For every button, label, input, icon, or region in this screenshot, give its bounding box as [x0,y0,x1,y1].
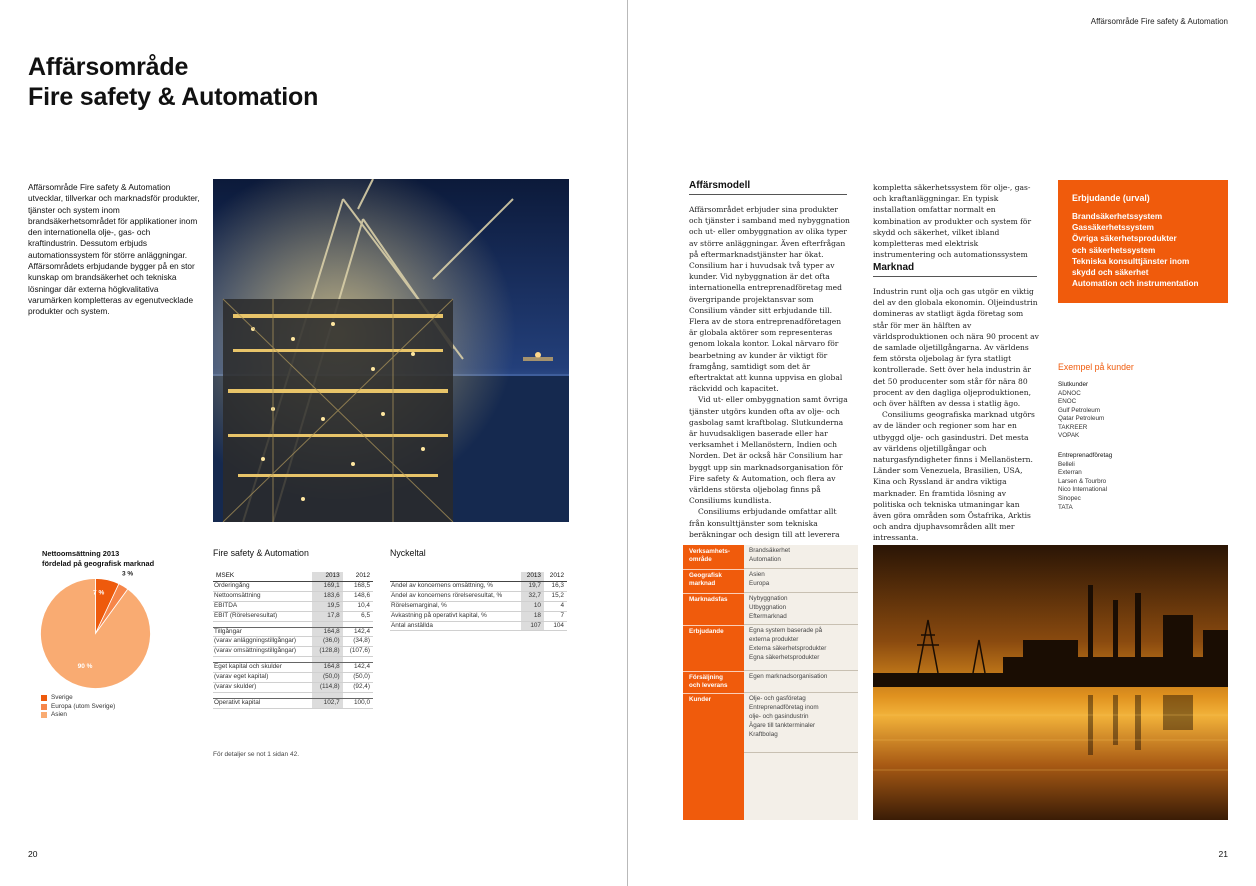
overview-table [683,545,858,820]
pie-title-line-1: Nettoomsättning 2013 [42,549,120,558]
pie-value-label: 90 % [77,662,93,670]
overview-label-line: Marknadsfas [689,596,728,603]
overview-label [683,593,744,625]
row-label: (varav anläggningstillgångar) [213,637,312,647]
table-row [390,601,567,611]
affarsmodell-paragraph: Vid ut- eller ombyggnation samt övriga tjänster utgörs kunden ofta av olje- och gasbolag samt kraftbolag. Slutkunderna är huvudsakligen baserade eller har verksamhet i Mellanöstern, Indien och Norden. Det är också här Consilium har byggt upp sin marknadsorganisation för Fire safety & Automation, och flera av världens största oljebolag finns på Consiliums kundlista. [689,395,848,506]
value-2013: 18 [521,611,544,621]
overview-row [683,569,858,593]
value-2013: (114,8) [312,683,342,693]
row-label: Orderingång [213,581,312,591]
slutkund-item: Qatar Petroleum [1058,415,1105,423]
overview-label-line: område [689,556,712,564]
value-2012: 7 [544,611,567,621]
overview-label [683,625,744,671]
legend-item [41,694,115,703]
value-2012: 6,5 [343,611,373,621]
row-label: Antal anställda [390,621,521,631]
overview-value: Nybyggnation [749,595,788,602]
intro-text: Affärsområde Fire safety & Automation utvecklar, tillverkar och marknadsför produkter, tjänster och system inom brandsäkerhetsområdet för applikationer inom den internationella olje-, gas- och kraftindustrin. Dessutom erbjuds automationssystem för större anläggningar. Affärsområdets erbjudande bygger på en stor kunskap om brandsäkerhet och tekniska lösningar där externa högkvalitativa varumärken kompletteras av egenutvecklade produkter och system. [28,182,200,317]
overview-label [683,693,744,753]
slutkund-item: Gulf Petroleum [1058,406,1100,414]
overview-value: Eftermarknad [749,612,787,620]
value-2013: 10 [521,601,544,611]
erbjudande-box [1058,180,1228,303]
kunder-block [1058,362,1228,512]
fsa-financial-table [213,572,373,709]
erbjudande-item: skydd och säkerhet [1072,268,1149,278]
value-2012: (92,4) [343,683,373,693]
page-number-right: 21 [1218,849,1228,859]
overview-row [683,545,858,569]
value-2013: 17,8 [312,611,342,621]
slutkund-item: TAKREER [1058,423,1088,431]
overview-row [683,671,858,693]
row-label: EBIT (Rörelseresultat) [213,611,312,621]
erbjudande-item: Tekniska konsulttjänster inom [1072,256,1190,266]
row-label: Nettoomsättning [213,591,312,601]
pie-chart-title [42,549,198,569]
overview-label-line: Kunder [689,696,712,703]
value-2012: 104 [544,621,567,631]
fsa-footnote: För detaljer se not 1 sidan 42. [213,751,299,758]
erbjudande-item: Gassäkerhetssystem [1072,223,1154,233]
entreprenad-item: Nico International [1058,486,1108,494]
overview-values [744,671,858,693]
row-label: (varav skulder) [213,683,312,693]
value-2013: (36,0) [312,637,342,647]
overview-value: olje- och gasindustrin [749,712,809,720]
slutkund-item: VOPAK [1058,432,1080,440]
nyk-head-2012: 2012 [544,572,567,581]
value-2013: 183,6 [312,591,342,601]
value-2013: 107 [521,621,544,631]
page-number-left: 20 [28,849,38,859]
overview-row [683,593,858,625]
table-row [213,611,373,621]
value-2012: (34,8) [343,637,373,647]
pie-value-label: 7 % [93,589,105,597]
table-row [213,601,373,611]
legend-item [41,703,115,712]
value-2012: 10,4 [343,601,373,611]
overview-values [744,625,858,671]
overview-value: Automation [749,555,781,563]
overview-value: Olje- och gasföretag [749,695,806,702]
overview-value: Egna säkerhetsprodukter [749,653,820,661]
overview-row [683,693,858,753]
marknad-heading: Marknad [873,262,1037,277]
overview-value: Egen marknadsorganisation [749,673,828,680]
overview-values [744,593,858,625]
entreprenad-title: Entreprenadföretag [1058,452,1113,460]
table-row [213,698,373,708]
overview-value: Ägare till tankterminaler [749,721,816,729]
value-2013: 19,5 [312,601,342,611]
pie-chart [38,570,153,691]
overview-label [683,569,744,593]
page-title [28,52,318,112]
legend-label: Sverige [51,694,73,701]
pie-value-label: 3 % [121,570,134,578]
entreprenad-item: Larsen & Tourbro [1058,477,1107,485]
overview-value: Asien [749,571,765,578]
value-2012: 100,0 [343,698,373,708]
overview-label [683,671,744,693]
marknad-text [873,286,1039,544]
legend-item [41,711,115,720]
row-label: Eget kapital och skulder [213,663,312,673]
row-label: Andel av koncernens omsättning, % [390,581,521,591]
row-label: (varav omsättningstillgångar) [213,647,312,657]
table-row [213,673,373,683]
erbjudande-item: och säkerhetssystem [1072,245,1156,255]
table-row [213,663,373,673]
marknad-paragraph: Consiliums geografiska marknad utgörs av de länder och regioner som har en utbyggd olje- och gasindustri. Det mesta av världens oljetillgångar och naturgasfyndigheter finns i Mellanöstern. Länder som Venezuela, Brasilien, USA, Kina och Ryssland är andra viktiga marknader. En framtida lösning av politiska och tekniska utmaningar kan även göra områden som Östafrika, Arktis och andra djuphavsområden allt mer intressanta. [873,410,1035,543]
value-2013: 169,1 [312,581,342,591]
table-row [390,621,567,631]
affarsmodell-paragraph: Affärsområdet erbjuder sina produkter och tjänster i samband med nybyggnation och ut- eller ombyggnation av olika typer av större anläggningar. Även efterfrågan på eftermarknadstjänster har ökat. Consilium har i huvudsak två typer av kunder. Vid nybyggnation är det ofta internationella entreprenadföretag med övergripande projektansvar som Consilium vänder sitt erbjudande till. Flera av de stora entreprenadföretagen är globala aktörer som representeras genom lokala kontor. Lokal närvaro för bearbetning av kunder är viktigt för framgång, samtidigt som det är eftertraktat att kunna uppvisa en global räckvidd och kapacitet. [689,205,850,394]
value-2013: 19,7 [521,581,544,591]
table-row [213,637,373,647]
pie-title-line-2: fördelad på geografisk marknad [42,559,155,568]
overview-row [683,625,858,671]
row-label: Operativt kapital [213,698,312,708]
value-2013: 164,8 [312,627,342,637]
fsa-head-2012: 2012 [343,572,373,581]
title-line-2: Fire safety & Automation [28,83,319,111]
affarsmodell-heading: Affärsmodell [689,180,847,195]
title-line-1: Affärsområde [28,53,189,81]
value-2012: (107,6) [343,647,373,657]
legend-label: Asien [51,711,67,719]
erbjudande-title: Erbjudande (urval) [1072,193,1150,203]
affarsmodell-text [689,204,851,540]
overview-label-line: Erbjudande [689,628,724,635]
table-row [213,581,373,591]
value-2012: 4 [544,601,567,611]
overview-value: Entreprenadföretag inom [749,703,819,711]
value-2012: 148,6 [343,591,373,601]
nyk-head-label [390,572,521,581]
row-label: (varav eget kapital) [213,673,312,683]
value-2012: (50,0) [343,673,373,683]
entreprenad-item: TATA [1058,503,1073,511]
overview-value: Utbyggnation [749,603,787,611]
offshore-platform-photo [213,179,569,522]
overview-value: Europa [749,579,770,587]
table-row [213,627,373,637]
value-2013: 102,7 [312,698,342,708]
erbjudande-item: Övriga säkerhetsprodukter [1072,234,1177,244]
overview-values [744,545,858,569]
value-2013: 164,8 [312,663,342,673]
table-row [390,611,567,621]
overview-values [744,569,858,593]
overview-label-line: Verksamhets- [689,548,730,555]
legend-swatch [41,704,47,710]
row-label: Avkastning på operativt kapital, % [390,611,521,621]
legend-swatch [41,695,47,701]
kunder-title: Exempel på kunder [1058,362,1134,372]
overview-value: Egna system baserade på [749,627,823,634]
value-2013: (50,0) [312,673,342,683]
erbjudande-item: Automation och instrumentation [1072,279,1199,289]
page-spine [627,0,628,886]
overview-label-line: och leverans [689,682,728,690]
overview-label [683,545,744,569]
value-2012: 142,4 [343,627,373,637]
table-row [213,683,373,693]
overview-value: Brandsäkerhet [749,547,790,554]
slutkund-item: ADNOC [1058,389,1081,397]
legend-label: Europa (utom Sverige) [51,702,116,710]
entreprenad-item: Exterran [1058,469,1082,477]
entreprenad-item: Belleli [1058,460,1075,468]
overview-label-line: marknad [689,580,716,588]
row-label: Tillgångar [213,627,312,637]
value-2013: 32,7 [521,591,544,601]
row-label: EBITDA [213,601,312,611]
col2-continued-text: kompletta säkerhetssystem för olje-, gas- och kraftanläggningar. En typisk installation omfattar normalt en kombination av produkter och system för skydd och säkerhet, vilket ibland kompletteras med elektrisk instrumentering och automationssystem [873,183,1032,260]
slutkunder-title: Slutkunder [1058,381,1089,388]
fsa-head-label: MSEK [213,572,312,581]
row-label: Andel av koncernens rörelseresultat, % [390,591,521,601]
fsa-head-2013: 2013 [312,572,342,581]
pie-legend [41,694,115,720]
marknad-paragraph: Industrin runt olja och gas utgör en viktig del av den globala ekonomin. Oljeindustrin domineras av statligt ägda företag som står för mer än hälften av världsproduktionen och nära 90 procent av de samlade oljetillgångarna. Av världens fem största oljebolag är fyra statligt kontrollerade. Sett över hela industrin är det 50 producenter som står för nära 80 procent av den dagliga oljeproduktionen, och över hälften av dessa i statlig ägo. [873,287,1039,409]
erbjudande-item: Brandsäkerhetssystem [1072,212,1163,221]
table-row [390,591,567,601]
table-row [213,591,373,601]
overview-label-line: Försäljning [689,674,723,681]
value-2012: 15,2 [544,591,567,601]
overview-value: externa produkter [749,635,799,643]
table-row [213,647,373,657]
value-2013: (128,8) [312,647,342,657]
pie-chart-block [28,549,198,719]
legend-swatch [41,712,47,718]
nyckeltal-title: Nyckeltal [390,548,426,558]
nyk-head-2013: 2013 [521,572,544,581]
overview-value: Externa säkerhetsprodukter [749,644,827,652]
value-2012: 168,5 [343,581,373,591]
fsa-table-title: Fire safety & Automation [213,548,309,558]
nyckeltal-table [390,572,567,631]
row-label: Rörelsemarginal, % [390,601,521,611]
overview-value: Kraftbolag [749,730,778,738]
entreprenad-item: Sinopec [1058,494,1081,502]
value-2012: 16,3 [544,581,567,591]
value-2012: 142,4 [343,663,373,673]
refinery-sunset-photo [873,545,1228,820]
table-row [390,581,567,591]
affarsmodell-paragraph: Consiliums erbjudande omfattar allt från konsulttjänster som tekniska beräkningar och design till att leverera [689,507,840,539]
running-header: Affärsområde Fire safety & Automation [1090,17,1228,26]
overview-values [744,693,858,753]
slutkund-item: ENOC [1058,398,1077,406]
overview-label-line: Geografisk [689,572,722,579]
